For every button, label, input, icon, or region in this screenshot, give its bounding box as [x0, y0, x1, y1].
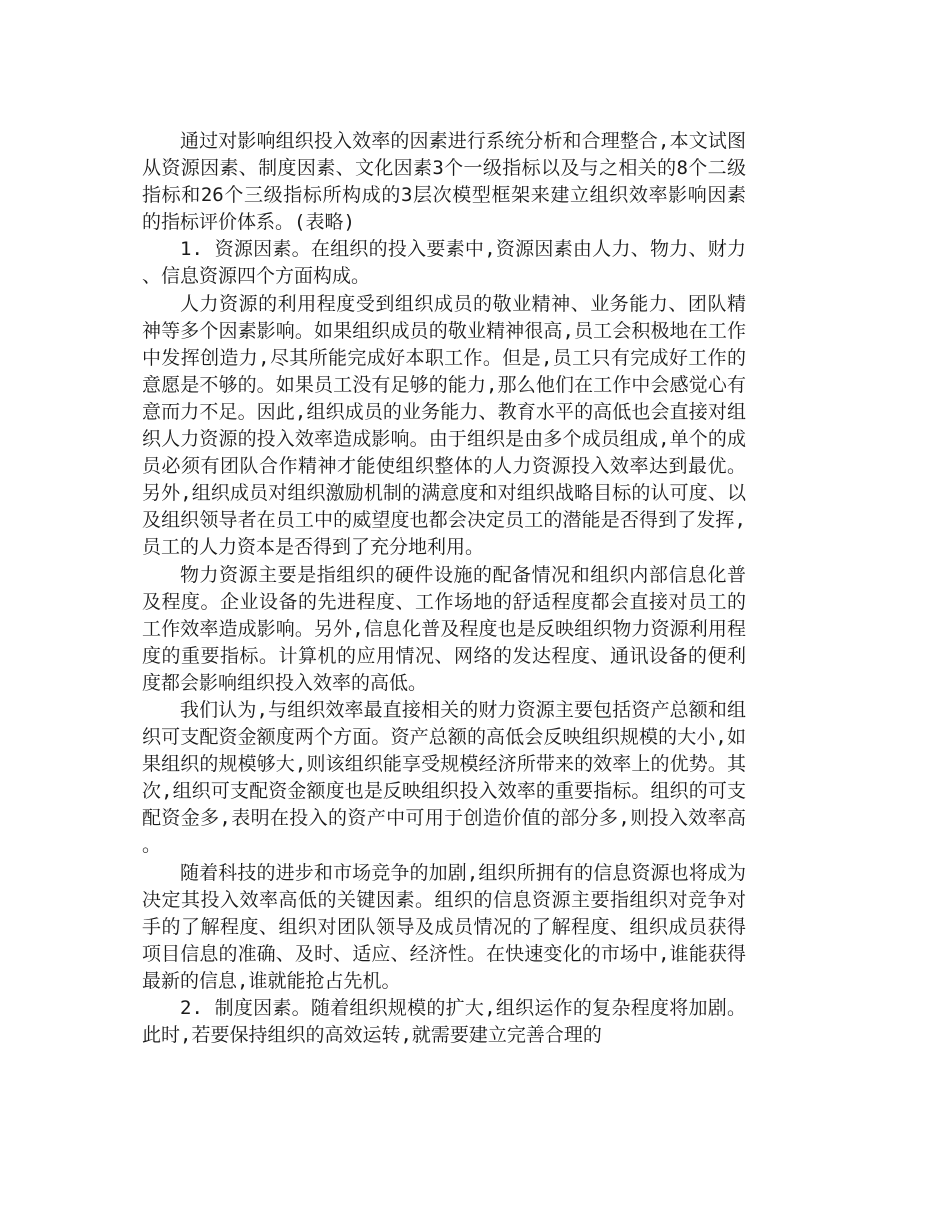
paragraph-intro: 通过对影响组织投入效率的因素进行系统分析和合理整合,本文试图从资源因素、制度因素、文化因素3个一级指标以及与之相关的8个二级指标和26个三级指标所构成的3层次模型框架来建立组织效率影响因素的指标评价体系。(表略) — [142, 130, 746, 234]
paragraph-material-resources: 物力资源主要是指组织的硬件设施的配备情况和组织内部信息化普及程度。企业设备的先进程度、工作场地的舒适程度都会直接对员工的工作效率造成影响。另外,信息化普及程度也是反映组织物力资源利用程度的重要指标。计算机的应用情况、网络的发达程度、通讯设备的便利度都会影响组织投入效率的高低。 — [142, 563, 746, 694]
paragraph-information-resources: 随着科技的进步和市场竞争的加剧,组织所拥有的信息资源也将成为决定其投入效率高低的关键因素。组织的信息资源主要指组织对竞争对手的了解程度、组织对团队领导及成员情况的了解程度、组织成员获得项目信息的准确、及时、适应、经济性。在快速变化的市场中,谁能获得最新的信息,谁就能抢占先机。 — [142, 861, 746, 992]
paragraph-institutional-factors: 2. 制度因素。随着组织规模的扩大,组织运作的复杂程度将加剧。此时,若要保持组织的高效运转,就需要建立完善合理的 — [142, 997, 746, 1047]
paragraph-financial-resources: 我们认为,与组织效率最直接相关的财力资源主要包括资产总额和组织可支配资金额度两个方面。资产总额的高低会反映组织规模的大小,如果组织的规模够大,则该组织能享受规模经济所带来的效率上的优势。其次,组织可支配资金额度也是反映组织投入效率的重要指标。组织的可支配资金多,表明在投入的资产中可用于创造价值的部分多,则投入效率高。 — [142, 698, 746, 857]
document-body — [142, 128, 746, 1049]
paragraph-human-resources: 人力资源的利用程度受到组织成员的敬业精神、业务能力、团队精神等多个因素影响。如果组织成员的敬业精神很高,员工会积极地在工作中发挥创造力,尽其所能完成好本职工作。但是,员工只有完成好工作的意愿是不够的。如果员工没有足够的能力,那么他们在工作中会感觉心有意而力不足。因此,组织成员的业务能力、教育水平的高低也会直接对组织人力资源的投入效率造成影响。由于组织是由多个成员组成,单个的成员必须有团队合作精神才能使组织整体的人力资源投入效率达到最优。另外,组织成员对组织激励机制的满意度和对组织战略目标的认可度、以及组织领导者在员工中的威望度也都会决定员工的潜能是否得到了发挥,员工的人力资本是否得到了充分地利用。 — [142, 292, 746, 559]
paragraph-resource-factors: 1. 资源因素。在组织的投入要素中,资源因素由人力、物力、财力、信息资源四个方面构成。 — [142, 238, 746, 288]
